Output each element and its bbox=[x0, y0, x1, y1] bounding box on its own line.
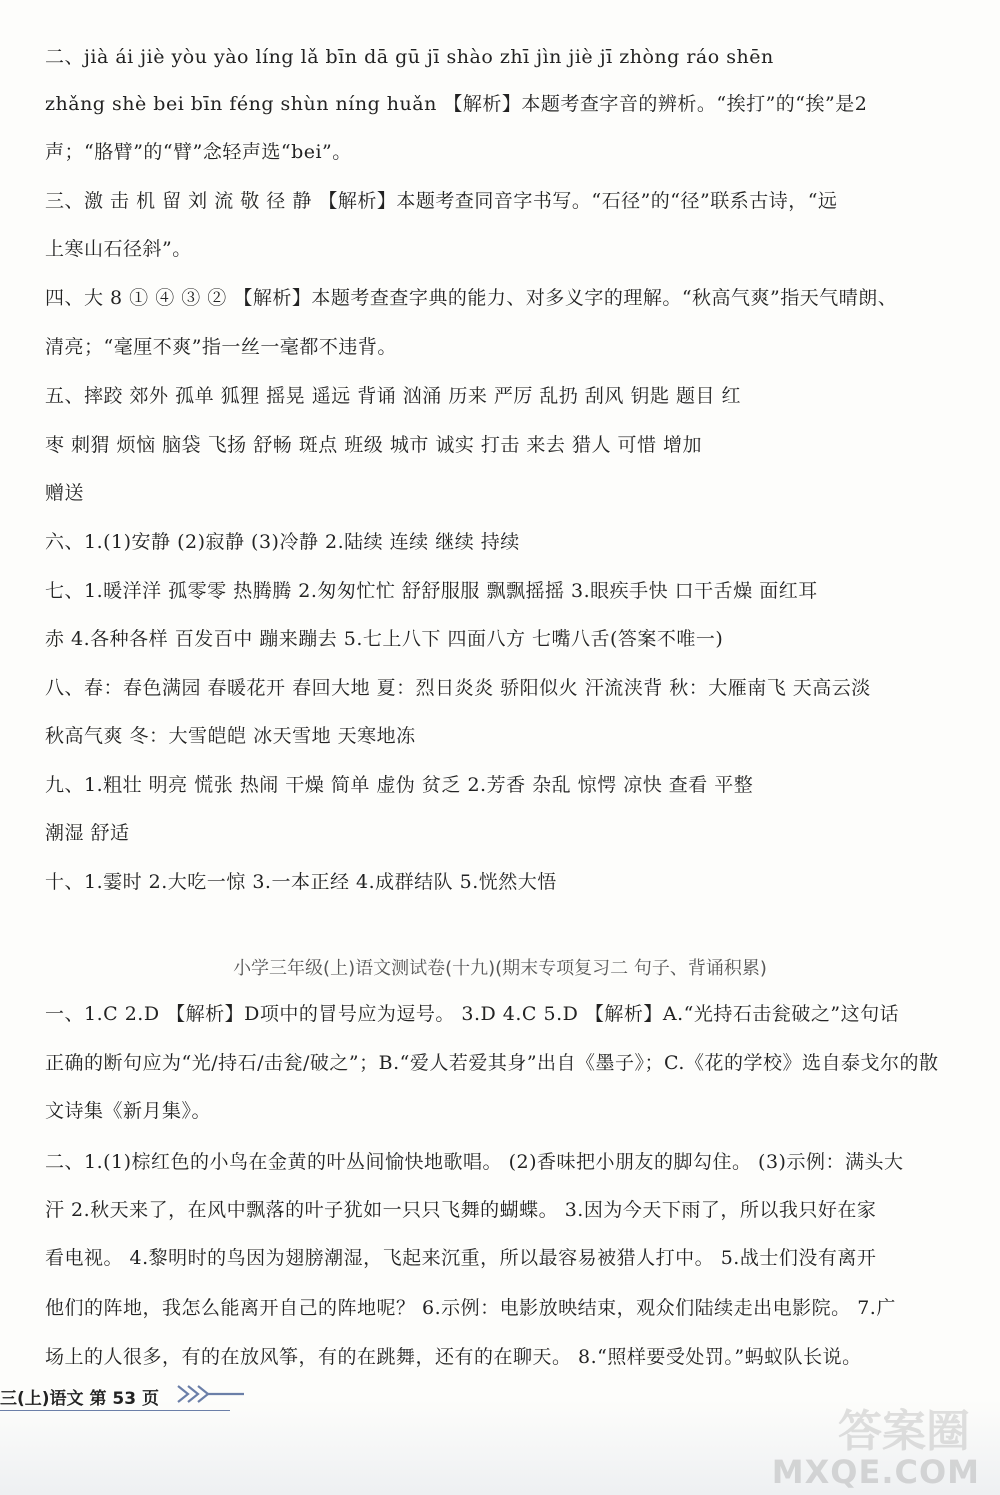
answer-line: 二、jià ái jiè yòu yào líng lǎ bīn dā gū jī shào zhī jìn jiè jī zhòng ráo shēn bbox=[45, 46, 774, 68]
answer-line: 场上的人很多，有的在放风筝，有的在跳舞，还有的在聊天。 8.“照样要受处罚。”蚂蚁队长说。 bbox=[45, 1346, 862, 1368]
answer-line: 六、1.(1)安静 (2)寂静 (3)冷静 2.陆续 连续 继续 持续 bbox=[45, 531, 520, 553]
answer-line: 赠送 bbox=[45, 482, 85, 504]
watermark-logo bbox=[771, 1395, 980, 1491]
watermark-cn: 答案圈 bbox=[838, 1406, 970, 1457]
page-footer bbox=[0, 1378, 300, 1414]
page-number: 三(上)语文 第 53 页 bbox=[0, 1389, 159, 1409]
answer-line: 一、1.C 2.D 【解析】D项中的冒号应为逗号。 3.D 4.C 5.D 【解析】A.“光持石击瓮破之”这句话 bbox=[45, 1003, 900, 1025]
watermark-url: MXQE.COM bbox=[771, 1453, 980, 1491]
answer-line: 八、春：春色满园 春暖花开 春回大地 夏：烈日炎炎 骄阳似火 汗流浃背 秋：大雁南飞 天高云淡 bbox=[45, 677, 871, 699]
answer-line: 清亮；“毫厘不爽”指一丝一毫都不违背。 bbox=[45, 336, 397, 358]
answer-line: 上寒山石径斜”。 bbox=[45, 238, 192, 260]
answer-line: 二、1.(1)棕红色的小鸟在金黄的叶丛间愉快地歌唱。 (2)香味把小朋友的脚勾住。 (3)示例：满头大 bbox=[45, 1151, 904, 1173]
answer-line: 赤 4.各种各样 百发百中 蹦来蹦去 5.七上八下 四面八方 七嘴八舌(答案不唯一) bbox=[45, 628, 724, 650]
section-title: 小学三年级(上)语文测试卷(十九)(期末专项复习二 句子、背诵积累) bbox=[233, 958, 767, 979]
answer-line: 他们的阵地，我怎么能离开自己的阵地呢？ 6.示例：电影放映结束，观众们陆续走出电影院。 7.广 bbox=[45, 1297, 896, 1319]
footer-rule bbox=[0, 1410, 230, 1411]
answer-line: 秋高气爽 冬：大雪皑皑 冰天雪地 天寒地冻 bbox=[45, 725, 416, 747]
answer-line: 三、激 击 机 留 刘 流 敬 径 静 【解析】本题考查同音字书写。“石径”的“径”联系古诗，“远 bbox=[45, 190, 838, 212]
answer-line: 正确的断句应为“光/持石/击瓮/破之”；B.“爱人若爱其身”出自《墨子》；C.《花的学校》选自泰戈尔的散 bbox=[45, 1052, 939, 1074]
answer-line: 枣 刺猬 烦恼 脑袋 飞扬 舒畅 斑点 班级 城市 诚实 打击 来去 猎人 可惜 增加 bbox=[45, 434, 703, 456]
answer-line: 看电视。 4.黎明时的鸟因为翅膀潮湿，飞起来沉重，所以最容易被猎人打中。 5.战士们没有离开 bbox=[45, 1247, 877, 1269]
answer-line: 声；“胳臂”的“臂”念轻声选“bei”。 bbox=[45, 141, 352, 163]
answer-line: 五、摔跤 郊外 孤单 狐狸 摇晃 遥远 背诵 汹涌 历来 严厉 乱扔 刮风 钥匙 题目 红 bbox=[45, 385, 742, 407]
answer-line: 文诗集《新月集》。 bbox=[45, 1100, 212, 1122]
answer-line: 四、大 8 ① ④ ③ ② 【解析】本题考查查字典的能力、对多义字的理解。“秋高气爽”指天气晴朗、 bbox=[45, 287, 898, 309]
answer-line: 九、1.粗壮 明亮 慌张 热闹 干燥 简单 虚伪 贫乏 2.芳香 杂乱 惊愕 凉快 查看 平整 bbox=[45, 774, 754, 796]
answer-line: 潮湿 舒适 bbox=[45, 822, 130, 844]
answer-line: 七、1.暖洋洋 孤零零 热腾腾 2.匆匆忙忙 舒舒服服 飘飘摇摇 3.眼疾手快 口干舌燥 面红耳 bbox=[45, 580, 818, 602]
double-chevron-right-icon bbox=[174, 1380, 254, 1408]
answer-line: zhǎng shè bei bīn féng shùn níng huǎn 【解析】本题考查字音的辨析。“挨打”的“挨”是2 bbox=[45, 93, 868, 115]
answer-line: 十、1.霎时 2.大吃一惊 3.一本正经 4.成群结队 5.恍然大悟 bbox=[45, 871, 557, 893]
answer-line: 汗 2.秋天来了，在风中飘落的叶子犹如一只只飞舞的蝴蝶。 3.因为今天下雨了，所以我只好在家 bbox=[45, 1199, 877, 1221]
